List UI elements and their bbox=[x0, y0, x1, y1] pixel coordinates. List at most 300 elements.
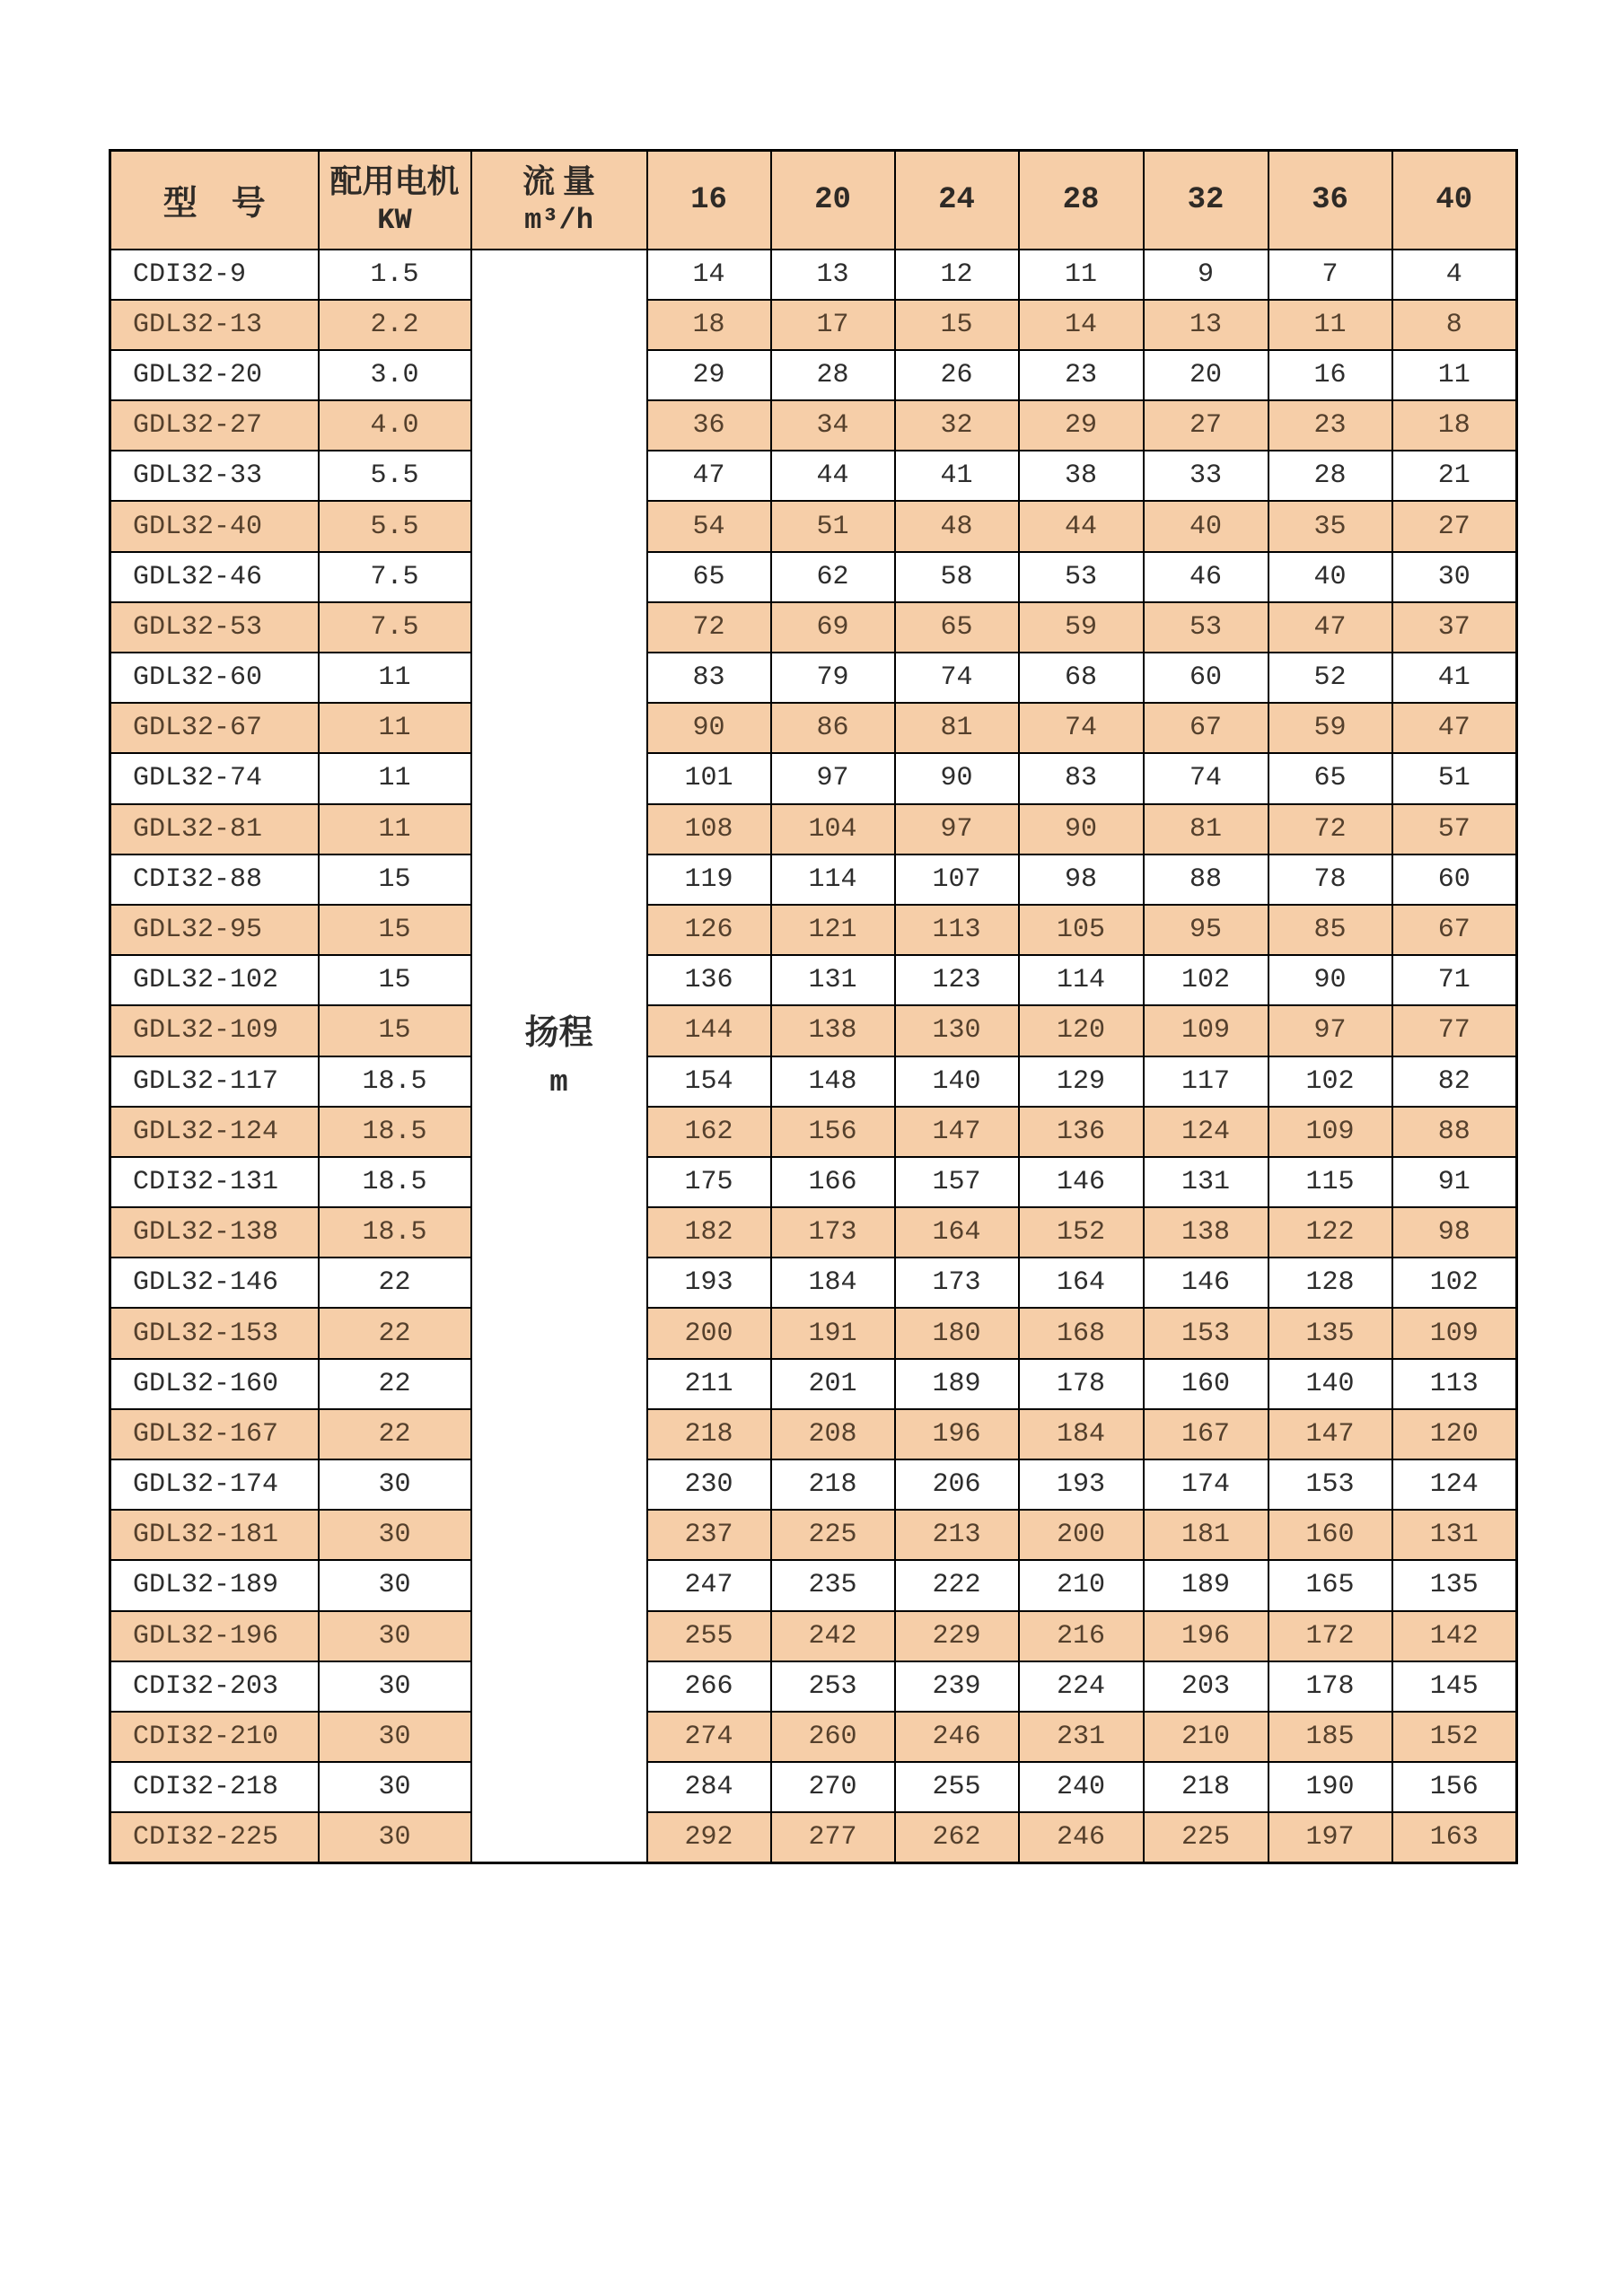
head-value-cell: 140 bbox=[1268, 1359, 1392, 1409]
table-row bbox=[110, 1459, 1517, 1510]
model-cell: GDL32-20 bbox=[110, 350, 319, 400]
head-value-cell: 81 bbox=[895, 703, 1019, 753]
head-value-cell: 160 bbox=[1268, 1510, 1392, 1560]
table-row bbox=[110, 350, 1517, 400]
head-value-cell: 81 bbox=[1144, 804, 1268, 854]
model-cell: CDI32-9 bbox=[110, 250, 319, 300]
head-value-cell: 213 bbox=[895, 1510, 1019, 1560]
head-value-cell: 270 bbox=[771, 1762, 895, 1812]
head-value-cell: 153 bbox=[1144, 1308, 1268, 1358]
head-value-cell: 18 bbox=[1392, 400, 1517, 451]
head-value-cell: 48 bbox=[895, 501, 1019, 551]
head-value-cell: 74 bbox=[895, 653, 1019, 703]
table-row bbox=[110, 1409, 1517, 1459]
head-value-cell: 71 bbox=[1392, 955, 1517, 1005]
col-header-flow-16: 16 bbox=[647, 151, 771, 250]
head-value-cell: 44 bbox=[1019, 501, 1144, 551]
head-value-cell: 36 bbox=[647, 400, 771, 451]
head-value-cell: 246 bbox=[1019, 1812, 1144, 1862]
head-value-cell: 91 bbox=[1392, 1157, 1517, 1207]
head-value-cell: 122 bbox=[1268, 1207, 1392, 1258]
head-value-cell: 85 bbox=[1268, 905, 1392, 955]
col-header-flow-40: 40 bbox=[1392, 151, 1517, 250]
head-value-cell: 148 bbox=[771, 1056, 895, 1107]
head-value-cell: 21 bbox=[1392, 451, 1517, 501]
head-value-cell: 77 bbox=[1392, 1005, 1517, 1056]
head-value-cell: 98 bbox=[1392, 1207, 1517, 1258]
head-value-cell: 178 bbox=[1019, 1359, 1144, 1409]
head-value-cell: 108 bbox=[647, 804, 771, 854]
head-value-cell: 229 bbox=[895, 1611, 1019, 1661]
head-value-cell: 114 bbox=[771, 854, 895, 905]
head-value-cell: 216 bbox=[1019, 1611, 1144, 1661]
table-row bbox=[110, 552, 1517, 602]
table-row bbox=[110, 1611, 1517, 1661]
head-value-cell: 157 bbox=[895, 1157, 1019, 1207]
head-value-cell: 218 bbox=[771, 1459, 895, 1510]
head-value-cell: 184 bbox=[771, 1258, 895, 1308]
head-value-cell: 83 bbox=[1019, 753, 1144, 803]
table-row bbox=[110, 1712, 1517, 1762]
head-value-cell: 97 bbox=[1268, 1005, 1392, 1056]
col-header-flow-32: 32 bbox=[1144, 151, 1268, 250]
head-value-cell: 67 bbox=[1392, 905, 1517, 955]
head-value-cell: 196 bbox=[1144, 1611, 1268, 1661]
head-value-cell: 59 bbox=[1019, 602, 1144, 653]
head-value-cell: 9 bbox=[1144, 250, 1268, 300]
head-value-cell: 130 bbox=[895, 1005, 1019, 1056]
table-row bbox=[110, 1560, 1517, 1610]
head-value-cell: 59 bbox=[1268, 703, 1392, 753]
merged-cell-line1: 扬程 bbox=[524, 1014, 593, 1053]
model-cell: GDL32-138 bbox=[110, 1207, 319, 1258]
head-value-cell: 113 bbox=[1392, 1359, 1517, 1409]
head-value-cell: 123 bbox=[895, 955, 1019, 1005]
head-value-cell: 172 bbox=[1268, 1611, 1392, 1661]
model-cell: GDL32-146 bbox=[110, 1258, 319, 1308]
head-value-cell: 17 bbox=[771, 300, 895, 350]
head-value-cell: 292 bbox=[647, 1812, 771, 1862]
head-value-cell: 197 bbox=[1268, 1812, 1392, 1862]
head-value-cell: 72 bbox=[1268, 804, 1392, 854]
kw-cell: 15 bbox=[319, 1005, 471, 1056]
head-value-cell: 210 bbox=[1144, 1712, 1268, 1762]
model-cell: CDI32-88 bbox=[110, 854, 319, 905]
head-value-cell: 14 bbox=[1019, 300, 1144, 350]
head-value-cell: 27 bbox=[1144, 400, 1268, 451]
kw-cell: 30 bbox=[319, 1762, 471, 1812]
head-value-cell: 206 bbox=[895, 1459, 1019, 1510]
head-value-cell: 28 bbox=[1268, 451, 1392, 501]
head-value-cell: 225 bbox=[1144, 1812, 1268, 1862]
table-row bbox=[110, 300, 1517, 350]
model-cell: GDL32-160 bbox=[110, 1359, 319, 1409]
model-cell: CDI32-225 bbox=[110, 1812, 319, 1862]
head-value-cell: 253 bbox=[771, 1661, 895, 1712]
head-value-cell: 164 bbox=[895, 1207, 1019, 1258]
head-value-cell: 47 bbox=[1268, 602, 1392, 653]
head-value-cell: 231 bbox=[1019, 1712, 1144, 1762]
head-value-cell: 79 bbox=[771, 653, 895, 703]
head-value-cell: 113 bbox=[895, 905, 1019, 955]
head-value-cell: 120 bbox=[1392, 1409, 1517, 1459]
table-header bbox=[110, 151, 1517, 250]
head-value-cell: 247 bbox=[647, 1560, 771, 1610]
head-value-cell: 260 bbox=[771, 1712, 895, 1762]
model-cell: GDL32-13 bbox=[110, 300, 319, 350]
table-row bbox=[110, 602, 1517, 653]
head-value-cell: 124 bbox=[1392, 1459, 1517, 1510]
head-value-cell: 23 bbox=[1268, 400, 1392, 451]
head-value-cell: 35 bbox=[1268, 501, 1392, 551]
kw-cell: 15 bbox=[319, 905, 471, 955]
table-row bbox=[110, 1258, 1517, 1308]
head-value-cell: 152 bbox=[1019, 1207, 1144, 1258]
head-value-cell: 65 bbox=[647, 552, 771, 602]
head-value-cell: 95 bbox=[1144, 905, 1268, 955]
model-cell: GDL32-81 bbox=[110, 804, 319, 854]
head-value-cell: 4 bbox=[1392, 250, 1517, 300]
head-value-cell: 153 bbox=[1268, 1459, 1392, 1510]
head-value-cell: 255 bbox=[647, 1611, 771, 1661]
kw-cell: 18.5 bbox=[319, 1056, 471, 1107]
kw-cell: 7.5 bbox=[319, 552, 471, 602]
table-row bbox=[110, 1005, 1517, 1056]
head-value-cell: 230 bbox=[647, 1459, 771, 1510]
head-value-cell: 131 bbox=[1144, 1157, 1268, 1207]
head-value-cell: 15 bbox=[895, 300, 1019, 350]
head-value-cell: 53 bbox=[1019, 552, 1144, 602]
model-cell: GDL32-189 bbox=[110, 1560, 319, 1610]
head-value-cell: 218 bbox=[647, 1409, 771, 1459]
head-value-cell: 107 bbox=[895, 854, 1019, 905]
head-value-cell: 181 bbox=[1144, 1510, 1268, 1560]
kw-cell: 22 bbox=[319, 1359, 471, 1409]
head-value-cell: 160 bbox=[1144, 1359, 1268, 1409]
head-value-cell: 102 bbox=[1268, 1056, 1392, 1107]
col-header-flow-24: 24 bbox=[895, 151, 1019, 250]
head-value-cell: 218 bbox=[1144, 1762, 1268, 1812]
head-value-cell: 274 bbox=[647, 1712, 771, 1762]
table-row bbox=[110, 753, 1517, 803]
head-value-cell: 142 bbox=[1392, 1611, 1517, 1661]
head-value-cell: 74 bbox=[1144, 753, 1268, 803]
head-value-cell: 166 bbox=[771, 1157, 895, 1207]
head-value-cell: 126 bbox=[647, 905, 771, 955]
head-value-cell: 90 bbox=[1019, 804, 1144, 854]
table-row bbox=[110, 703, 1517, 753]
kw-cell: 15 bbox=[319, 854, 471, 905]
model-cell: GDL32-74 bbox=[110, 753, 319, 803]
head-value-cell: 117 bbox=[1144, 1056, 1268, 1107]
head-value-cell: 51 bbox=[1392, 753, 1517, 803]
kw-cell: 30 bbox=[319, 1459, 471, 1510]
kw-cell: 1.5 bbox=[319, 250, 471, 300]
head-value-cell: 136 bbox=[1019, 1107, 1144, 1157]
head-value-cell: 37 bbox=[1392, 602, 1517, 653]
head-value-cell: 136 bbox=[647, 955, 771, 1005]
head-value-cell: 23 bbox=[1019, 350, 1144, 400]
head-value-cell: 104 bbox=[771, 804, 895, 854]
head-value-cell: 11 bbox=[1392, 350, 1517, 400]
head-value-cell: 200 bbox=[1019, 1510, 1144, 1560]
model-cell: GDL32-196 bbox=[110, 1611, 319, 1661]
head-value-cell: 284 bbox=[647, 1762, 771, 1812]
head-value-cell: 173 bbox=[771, 1207, 895, 1258]
table-row bbox=[110, 1661, 1517, 1712]
head-value-cell: 146 bbox=[1144, 1258, 1268, 1308]
head-value-cell: 57 bbox=[1392, 804, 1517, 854]
col-header-flow-20: 20 bbox=[771, 151, 895, 250]
head-value-cell: 200 bbox=[647, 1308, 771, 1358]
table-row bbox=[110, 451, 1517, 501]
head-value-cell: 72 bbox=[647, 602, 771, 653]
head-value-cell: 78 bbox=[1268, 854, 1392, 905]
head-value-cell: 41 bbox=[1392, 653, 1517, 703]
model-cell: GDL32-124 bbox=[110, 1107, 319, 1157]
head-value-cell: 40 bbox=[1268, 552, 1392, 602]
head-value-cell: 102 bbox=[1144, 955, 1268, 1005]
head-unit-merged-cell bbox=[471, 250, 647, 1863]
head-value-cell: 201 bbox=[771, 1359, 895, 1409]
head-value-cell: 180 bbox=[895, 1308, 1019, 1358]
head-value-cell: 193 bbox=[1019, 1459, 1144, 1510]
head-value-cell: 16 bbox=[1268, 350, 1392, 400]
table-row bbox=[110, 1812, 1517, 1862]
head-value-cell: 65 bbox=[1268, 753, 1392, 803]
kw-cell: 22 bbox=[319, 1258, 471, 1308]
kw-cell: 3.0 bbox=[319, 350, 471, 400]
table-row bbox=[110, 250, 1517, 300]
head-value-cell: 121 bbox=[771, 905, 895, 955]
head-value-cell: 11 bbox=[1019, 250, 1144, 300]
head-value-cell: 168 bbox=[1019, 1308, 1144, 1358]
model-cell: CDI32-131 bbox=[110, 1157, 319, 1207]
table-row bbox=[110, 1308, 1517, 1358]
kw-cell: 7.5 bbox=[319, 602, 471, 653]
head-value-cell: 114 bbox=[1019, 955, 1144, 1005]
head-value-cell: 147 bbox=[1268, 1409, 1392, 1459]
head-value-cell: 109 bbox=[1392, 1308, 1517, 1358]
head-value-cell: 62 bbox=[771, 552, 895, 602]
head-value-cell: 90 bbox=[1268, 955, 1392, 1005]
head-value-cell: 28 bbox=[771, 350, 895, 400]
head-value-cell: 129 bbox=[1019, 1056, 1144, 1107]
head-value-cell: 115 bbox=[1268, 1157, 1392, 1207]
head-value-cell: 26 bbox=[895, 350, 1019, 400]
model-cell: GDL32-53 bbox=[110, 602, 319, 653]
table-row bbox=[110, 1157, 1517, 1207]
head-value-cell: 102 bbox=[1392, 1258, 1517, 1308]
model-cell: GDL32-33 bbox=[110, 451, 319, 501]
head-value-cell: 242 bbox=[771, 1611, 895, 1661]
col-header-flow bbox=[471, 151, 647, 250]
model-cell: GDL32-46 bbox=[110, 552, 319, 602]
model-cell: GDL32-174 bbox=[110, 1459, 319, 1510]
model-cell: GDL32-167 bbox=[110, 1409, 319, 1459]
table-row bbox=[110, 1762, 1517, 1812]
kw-cell: 5.5 bbox=[319, 451, 471, 501]
head-value-cell: 277 bbox=[771, 1812, 895, 1862]
head-value-cell: 14 bbox=[647, 250, 771, 300]
head-value-cell: 239 bbox=[895, 1661, 1019, 1712]
head-value-cell: 65 bbox=[895, 602, 1019, 653]
head-value-cell: 41 bbox=[895, 451, 1019, 501]
head-value-cell: 74 bbox=[1019, 703, 1144, 753]
kw-cell: 30 bbox=[319, 1712, 471, 1762]
col-header-flow-28: 28 bbox=[1019, 151, 1144, 250]
head-value-cell: 90 bbox=[647, 703, 771, 753]
head-value-cell: 224 bbox=[1019, 1661, 1144, 1712]
head-value-cell: 174 bbox=[1144, 1459, 1268, 1510]
head-value-cell: 60 bbox=[1392, 854, 1517, 905]
table-row bbox=[110, 804, 1517, 854]
head-value-cell: 156 bbox=[1392, 1762, 1517, 1812]
head-value-cell: 47 bbox=[1392, 703, 1517, 753]
header-row bbox=[110, 151, 1517, 250]
table-row bbox=[110, 653, 1517, 703]
kw-cell: 30 bbox=[319, 1661, 471, 1712]
kw-cell: 4.0 bbox=[319, 400, 471, 451]
head-value-cell: 266 bbox=[647, 1661, 771, 1712]
head-value-cell: 33 bbox=[1144, 451, 1268, 501]
head-value-cell: 8 bbox=[1392, 300, 1517, 350]
head-value-cell: 13 bbox=[1144, 300, 1268, 350]
kw-cell: 11 bbox=[319, 703, 471, 753]
kw-cell: 11 bbox=[319, 753, 471, 803]
head-value-cell: 124 bbox=[1144, 1107, 1268, 1157]
head-value-cell: 83 bbox=[647, 653, 771, 703]
head-value-cell: 191 bbox=[771, 1308, 895, 1358]
model-cell: GDL32-40 bbox=[110, 501, 319, 551]
head-value-cell: 97 bbox=[895, 804, 1019, 854]
kw-cell: 11 bbox=[319, 804, 471, 854]
table-body bbox=[110, 250, 1517, 1863]
head-value-cell: 120 bbox=[1019, 1005, 1144, 1056]
table-row bbox=[110, 854, 1517, 905]
head-value-cell: 163 bbox=[1392, 1812, 1517, 1862]
head-value-cell: 29 bbox=[1019, 400, 1144, 451]
kw-cell: 5.5 bbox=[319, 501, 471, 551]
head-value-cell: 144 bbox=[647, 1005, 771, 1056]
head-value-cell: 185 bbox=[1268, 1712, 1392, 1762]
table-row bbox=[110, 1207, 1517, 1258]
head-value-cell: 11 bbox=[1268, 300, 1392, 350]
kw-cell: 18.5 bbox=[319, 1157, 471, 1207]
head-value-cell: 60 bbox=[1144, 653, 1268, 703]
table-row bbox=[110, 1510, 1517, 1560]
head-value-cell: 175 bbox=[647, 1157, 771, 1207]
model-cell: GDL32-102 bbox=[110, 955, 319, 1005]
head-value-cell: 20 bbox=[1144, 350, 1268, 400]
head-value-cell: 88 bbox=[1144, 854, 1268, 905]
head-value-cell: 30 bbox=[1392, 552, 1517, 602]
head-value-cell: 13 bbox=[771, 250, 895, 300]
head-value-cell: 131 bbox=[771, 955, 895, 1005]
head-value-cell: 203 bbox=[1144, 1661, 1268, 1712]
head-value-cell: 246 bbox=[895, 1712, 1019, 1762]
head-value-cell: 46 bbox=[1144, 552, 1268, 602]
table-row bbox=[110, 1107, 1517, 1157]
table-row bbox=[110, 955, 1517, 1005]
head-value-cell: 90 bbox=[895, 753, 1019, 803]
table-row bbox=[110, 905, 1517, 955]
head-value-cell: 152 bbox=[1392, 1712, 1517, 1762]
head-value-cell: 18 bbox=[647, 300, 771, 350]
head-value-cell: 53 bbox=[1144, 602, 1268, 653]
head-value-cell: 190 bbox=[1268, 1762, 1392, 1812]
head-value-cell: 131 bbox=[1392, 1510, 1517, 1560]
head-value-cell: 140 bbox=[895, 1056, 1019, 1107]
head-value-cell: 193 bbox=[647, 1258, 771, 1308]
kw-cell: 30 bbox=[319, 1812, 471, 1862]
model-cell: GDL32-60 bbox=[110, 653, 319, 703]
table-row bbox=[110, 1359, 1517, 1409]
merged-cell-line2: m bbox=[549, 1066, 568, 1101]
head-value-cell: 109 bbox=[1268, 1107, 1392, 1157]
kw-cell: 18.5 bbox=[319, 1207, 471, 1258]
col-header-flow-36: 36 bbox=[1268, 151, 1392, 250]
flow-header-label: 流 量 bbox=[522, 162, 595, 199]
head-value-cell: 109 bbox=[1144, 1005, 1268, 1056]
head-value-cell: 51 bbox=[771, 501, 895, 551]
head-value-cell: 210 bbox=[1019, 1560, 1144, 1610]
model-cell: GDL32-95 bbox=[110, 905, 319, 955]
head-value-cell: 135 bbox=[1392, 1560, 1517, 1610]
head-value-cell: 138 bbox=[771, 1005, 895, 1056]
head-value-cell: 184 bbox=[1019, 1409, 1144, 1459]
head-value-cell: 82 bbox=[1392, 1056, 1517, 1107]
pump-spec-table bbox=[109, 149, 1518, 1864]
kw-cell: 30 bbox=[319, 1510, 471, 1560]
table-row bbox=[110, 1056, 1517, 1107]
head-value-cell: 88 bbox=[1392, 1107, 1517, 1157]
model-cell: GDL32-117 bbox=[110, 1056, 319, 1107]
head-value-cell: 167 bbox=[1144, 1409, 1268, 1459]
head-value-cell: 164 bbox=[1019, 1258, 1144, 1308]
head-value-cell: 98 bbox=[1019, 854, 1144, 905]
head-value-cell: 262 bbox=[895, 1812, 1019, 1862]
head-value-cell: 34 bbox=[771, 400, 895, 451]
head-value-cell: 211 bbox=[647, 1359, 771, 1409]
head-value-cell: 196 bbox=[895, 1409, 1019, 1459]
kw-cell: 15 bbox=[319, 955, 471, 1005]
head-value-cell: 69 bbox=[771, 602, 895, 653]
head-value-cell: 101 bbox=[647, 753, 771, 803]
head-value-cell: 237 bbox=[647, 1510, 771, 1560]
head-value-cell: 138 bbox=[1144, 1207, 1268, 1258]
head-value-cell: 240 bbox=[1019, 1762, 1144, 1812]
model-cell: GDL32-27 bbox=[110, 400, 319, 451]
head-value-cell: 7 bbox=[1268, 250, 1392, 300]
model-cell: GDL32-109 bbox=[110, 1005, 319, 1056]
motor-header-unit: KW bbox=[377, 203, 412, 237]
head-value-cell: 12 bbox=[895, 250, 1019, 300]
head-value-cell: 47 bbox=[647, 451, 771, 501]
head-value-cell: 235 bbox=[771, 1560, 895, 1610]
head-value-cell: 38 bbox=[1019, 451, 1144, 501]
model-cell: GDL32-181 bbox=[110, 1510, 319, 1560]
head-value-cell: 165 bbox=[1268, 1560, 1392, 1610]
head-value-cell: 156 bbox=[771, 1107, 895, 1157]
head-value-cell: 147 bbox=[895, 1107, 1019, 1157]
head-value-cell: 173 bbox=[895, 1258, 1019, 1308]
head-value-cell: 52 bbox=[1268, 653, 1392, 703]
table-row bbox=[110, 501, 1517, 551]
model-cell: GDL32-153 bbox=[110, 1308, 319, 1358]
head-value-cell: 40 bbox=[1144, 501, 1268, 551]
table-row bbox=[110, 400, 1517, 451]
